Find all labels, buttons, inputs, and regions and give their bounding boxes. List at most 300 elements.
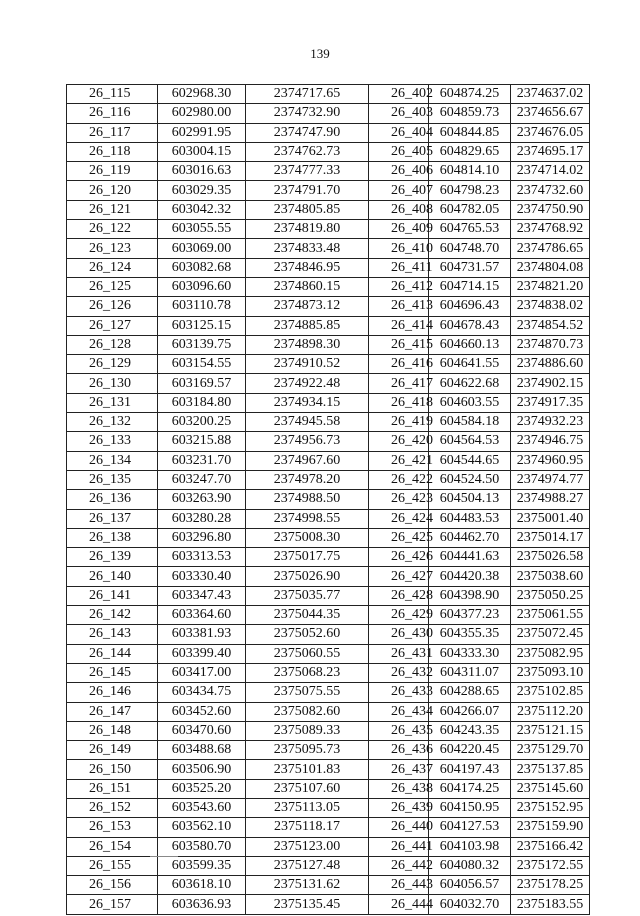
point-id-right-cell: 26_444 — [369, 895, 429, 914]
table-row — [67, 644, 590, 663]
y-right-cell: 2375072.45 — [511, 625, 590, 644]
table-row — [67, 721, 590, 740]
point-id-left-cell: 26_145 — [67, 663, 158, 682]
y-right-cell: 2374821.20 — [511, 277, 590, 296]
y-left-cell: 2374945.58 — [246, 413, 369, 432]
x-right-cell: 604748.70 — [429, 239, 511, 258]
y-left-cell: 2375089.33 — [246, 721, 369, 740]
point-id-right-cell: 26_433 — [369, 683, 429, 702]
x-right-cell: 604483.53 — [429, 509, 511, 528]
x-left-cell: 603330.40 — [158, 567, 246, 586]
y-right-cell: 2374838.02 — [511, 297, 590, 316]
x-left-cell: 603169.57 — [158, 374, 246, 393]
point-id-right-cell: 26_423 — [369, 490, 429, 509]
y-right-cell: 2375183.55 — [511, 895, 590, 914]
y-left-cell: 2375131.62 — [246, 876, 369, 895]
x-left-cell: 603452.60 — [158, 702, 246, 721]
point-id-left-cell: 26_140 — [67, 567, 158, 586]
y-right-cell: 2374750.90 — [511, 200, 590, 219]
x-right-cell: 604544.65 — [429, 451, 511, 470]
x-right-cell: 604660.13 — [429, 335, 511, 354]
x-right-cell: 604080.32 — [429, 856, 511, 875]
table-row — [67, 85, 590, 104]
x-right-cell: 604714.15 — [429, 277, 511, 296]
y-left-cell: 2375107.60 — [246, 779, 369, 798]
table-row — [67, 335, 590, 354]
point-id-right-cell: 26_405 — [369, 142, 429, 161]
y-right-cell: 2375061.55 — [511, 606, 590, 625]
point-id-left-cell: 26_127 — [67, 316, 158, 335]
x-right-cell: 604678.43 — [429, 316, 511, 335]
x-right-cell: 604103.98 — [429, 837, 511, 856]
point-id-left-cell: 26_123 — [67, 239, 158, 258]
table-row — [67, 470, 590, 489]
y-right-cell: 2374804.08 — [511, 258, 590, 277]
point-id-left-cell: 26_126 — [67, 297, 158, 316]
x-right-cell: 604266.07 — [429, 702, 511, 721]
x-left-cell: 603296.80 — [158, 528, 246, 547]
y-right-cell: 2374695.17 — [511, 142, 590, 161]
point-id-right-cell: 26_407 — [369, 181, 429, 200]
x-right-cell: 604641.55 — [429, 355, 511, 374]
point-id-left-cell: 26_150 — [67, 760, 158, 779]
y-left-cell: 2374762.73 — [246, 142, 369, 161]
point-id-right-cell: 26_438 — [369, 779, 429, 798]
point-id-right-cell: 26_402 — [369, 85, 429, 104]
x-left-cell: 603200.25 — [158, 413, 246, 432]
y-left-cell: 2374967.60 — [246, 451, 369, 470]
point-id-left-cell: 26_132 — [67, 413, 158, 432]
table-row — [67, 374, 590, 393]
point-id-left-cell: 26_136 — [67, 490, 158, 509]
x-left-cell: 602991.95 — [158, 123, 246, 142]
point-id-right-cell: 26_443 — [369, 876, 429, 895]
x-right-cell: 604603.55 — [429, 393, 511, 412]
point-id-left-cell: 26_133 — [67, 432, 158, 451]
y-left-cell: 2375068.23 — [246, 663, 369, 682]
y-right-cell: 2375137.85 — [511, 760, 590, 779]
point-id-right-cell: 26_414 — [369, 316, 429, 335]
x-left-cell: 603313.53 — [158, 548, 246, 567]
point-id-right-cell: 26_440 — [369, 818, 429, 837]
coordinate-table-body — [67, 85, 590, 915]
x-left-cell: 603543.60 — [158, 798, 246, 817]
x-left-cell: 603125.15 — [158, 316, 246, 335]
x-left-cell: 603082.68 — [158, 258, 246, 277]
y-left-cell: 2375008.30 — [246, 528, 369, 547]
point-id-right-cell: 26_409 — [369, 220, 429, 239]
x-left-cell: 603434.75 — [158, 683, 246, 702]
table-row — [67, 142, 590, 161]
y-right-cell: 2375001.40 — [511, 509, 590, 528]
y-left-cell: 2374860.15 — [246, 277, 369, 296]
point-id-left-cell: 26_119 — [67, 162, 158, 181]
table-row — [67, 451, 590, 470]
y-right-cell: 2374676.05 — [511, 123, 590, 142]
point-id-right-cell: 26_434 — [369, 702, 429, 721]
point-id-right-cell: 26_403 — [369, 104, 429, 123]
point-id-left-cell: 26_129 — [67, 355, 158, 374]
x-left-cell: 603069.00 — [158, 239, 246, 258]
table-row — [67, 297, 590, 316]
x-left-cell: 603184.80 — [158, 393, 246, 412]
x-left-cell: 603042.32 — [158, 200, 246, 219]
x-left-cell: 603562.10 — [158, 818, 246, 837]
y-left-cell: 2375044.35 — [246, 606, 369, 625]
y-left-cell: 2375026.90 — [246, 567, 369, 586]
y-right-cell: 2374902.15 — [511, 374, 590, 393]
table-row — [67, 876, 590, 895]
y-left-cell: 2375017.75 — [246, 548, 369, 567]
y-right-cell: 2375050.25 — [511, 586, 590, 605]
y-right-cell: 2375026.58 — [511, 548, 590, 567]
y-right-cell: 2375014.17 — [511, 528, 590, 547]
x-right-cell: 604874.25 — [429, 85, 511, 104]
x-left-cell: 603231.70 — [158, 451, 246, 470]
point-id-left-cell: 26_118 — [67, 142, 158, 161]
table-row — [67, 316, 590, 335]
y-left-cell: 2374998.55 — [246, 509, 369, 528]
y-left-cell: 2375127.48 — [246, 856, 369, 875]
point-id-left-cell: 26_130 — [67, 374, 158, 393]
x-left-cell: 603417.00 — [158, 663, 246, 682]
x-right-cell: 604829.65 — [429, 142, 511, 161]
point-id-left-cell: 26_115 — [67, 85, 158, 104]
y-left-cell: 2375060.55 — [246, 644, 369, 663]
x-right-cell: 604462.70 — [429, 528, 511, 547]
table-row — [67, 683, 590, 702]
y-right-cell: 2375102.85 — [511, 683, 590, 702]
x-left-cell: 603381.93 — [158, 625, 246, 644]
table-row — [67, 123, 590, 142]
point-id-left-cell: 26_141 — [67, 586, 158, 605]
point-id-left-cell: 26_152 — [67, 798, 158, 817]
x-left-cell: 603263.90 — [158, 490, 246, 509]
x-right-cell: 604441.63 — [429, 548, 511, 567]
x-right-cell: 604220.45 — [429, 741, 511, 760]
x-right-cell: 604622.68 — [429, 374, 511, 393]
point-id-left-cell: 26_148 — [67, 721, 158, 740]
x-right-cell: 604814.10 — [429, 162, 511, 181]
x-left-cell: 603399.40 — [158, 644, 246, 663]
y-right-cell: 2374768.92 — [511, 220, 590, 239]
point-id-left-cell: 26_151 — [67, 779, 158, 798]
point-id-left-cell: 26_153 — [67, 818, 158, 837]
x-left-cell: 603247.70 — [158, 470, 246, 489]
x-right-cell: 604524.50 — [429, 470, 511, 489]
y-left-cell: 2374934.15 — [246, 393, 369, 412]
x-left-cell: 603139.75 — [158, 335, 246, 354]
y-left-cell: 2374819.80 — [246, 220, 369, 239]
point-id-right-cell: 26_410 — [369, 239, 429, 258]
point-id-left-cell: 26_116 — [67, 104, 158, 123]
page-number: 139 — [310, 46, 330, 61]
x-right-cell: 604765.53 — [429, 220, 511, 239]
point-id-left-cell: 26_125 — [67, 277, 158, 296]
y-left-cell: 2374777.33 — [246, 162, 369, 181]
x-left-cell: 603364.60 — [158, 606, 246, 625]
y-left-cell: 2375082.60 — [246, 702, 369, 721]
point-id-right-cell: 26_429 — [369, 606, 429, 625]
table-row — [67, 258, 590, 277]
point-id-left-cell: 26_124 — [67, 258, 158, 277]
point-id-left-cell: 26_154 — [67, 837, 158, 856]
point-id-right-cell: 26_437 — [369, 760, 429, 779]
x-left-cell: 603055.55 — [158, 220, 246, 239]
x-left-cell: 603506.90 — [158, 760, 246, 779]
y-right-cell: 2374637.02 — [511, 85, 590, 104]
table-row — [67, 837, 590, 856]
point-id-left-cell: 26_117 — [67, 123, 158, 142]
table-row — [67, 528, 590, 547]
y-left-cell: 2375135.45 — [246, 895, 369, 914]
y-right-cell: 2374946.75 — [511, 432, 590, 451]
table-row — [67, 856, 590, 875]
y-left-cell: 2374833.48 — [246, 239, 369, 258]
y-left-cell: 2374747.90 — [246, 123, 369, 142]
point-id-right-cell: 26_408 — [369, 200, 429, 219]
x-left-cell: 603488.68 — [158, 741, 246, 760]
y-right-cell: 2374714.02 — [511, 162, 590, 181]
y-left-cell: 2374805.85 — [246, 200, 369, 219]
point-id-right-cell: 26_422 — [369, 470, 429, 489]
x-right-cell: 604355.35 — [429, 625, 511, 644]
table-row — [67, 277, 590, 296]
table-row — [67, 663, 590, 682]
x-right-cell: 604564.53 — [429, 432, 511, 451]
table-row — [67, 239, 590, 258]
point-id-left-cell: 26_131 — [67, 393, 158, 412]
y-left-cell: 2374956.73 — [246, 432, 369, 451]
point-id-left-cell: 26_134 — [67, 451, 158, 470]
y-left-cell: 2375113.05 — [246, 798, 369, 817]
point-id-right-cell: 26_439 — [369, 798, 429, 817]
x-left-cell: 602980.00 — [158, 104, 246, 123]
x-right-cell: 604584.18 — [429, 413, 511, 432]
point-id-left-cell: 26_137 — [67, 509, 158, 528]
y-left-cell: 2374873.12 — [246, 297, 369, 316]
y-right-cell: 2375166.42 — [511, 837, 590, 856]
point-id-right-cell: 26_406 — [369, 162, 429, 181]
point-id-right-cell: 26_426 — [369, 548, 429, 567]
y-left-cell: 2375052.60 — [246, 625, 369, 644]
table-row — [67, 548, 590, 567]
x-left-cell: 603154.55 — [158, 355, 246, 374]
x-right-cell: 604377.23 — [429, 606, 511, 625]
point-id-right-cell: 26_420 — [369, 432, 429, 451]
point-id-right-cell: 26_417 — [369, 374, 429, 393]
point-id-left-cell: 26_138 — [67, 528, 158, 547]
y-right-cell: 2374960.95 — [511, 451, 590, 470]
x-right-cell: 604398.90 — [429, 586, 511, 605]
y-right-cell: 2375112.20 — [511, 702, 590, 721]
y-right-cell: 2375038.60 — [511, 567, 590, 586]
point-id-right-cell: 26_411 — [369, 258, 429, 277]
table-row — [67, 220, 590, 239]
y-left-cell: 2374846.95 — [246, 258, 369, 277]
y-left-cell: 2375118.17 — [246, 818, 369, 837]
y-right-cell: 2375145.60 — [511, 779, 590, 798]
x-left-cell: 603580.70 — [158, 837, 246, 856]
point-id-left-cell: 26_147 — [67, 702, 158, 721]
y-right-cell: 2374732.60 — [511, 181, 590, 200]
point-id-right-cell: 26_419 — [369, 413, 429, 432]
y-left-cell: 2374732.90 — [246, 104, 369, 123]
x-right-cell: 604844.85 — [429, 123, 511, 142]
y-left-cell: 2374978.20 — [246, 470, 369, 489]
x-right-cell: 604731.57 — [429, 258, 511, 277]
x-left-cell: 603110.78 — [158, 297, 246, 316]
x-right-cell: 604243.35 — [429, 721, 511, 740]
table-row — [67, 509, 590, 528]
y-right-cell: 2374786.65 — [511, 239, 590, 258]
x-left-cell: 603004.15 — [158, 142, 246, 161]
table-row — [67, 798, 590, 817]
point-id-left-cell: 26_157 — [67, 895, 158, 914]
y-left-cell: 2375101.83 — [246, 760, 369, 779]
x-right-cell: 604798.23 — [429, 181, 511, 200]
table-row — [67, 413, 590, 432]
point-id-left-cell: 26_120 — [67, 181, 158, 200]
x-left-cell: 603636.93 — [158, 895, 246, 914]
y-left-cell: 2374898.30 — [246, 335, 369, 354]
y-right-cell: 2375159.90 — [511, 818, 590, 837]
point-id-right-cell: 26_415 — [369, 335, 429, 354]
point-id-right-cell: 26_428 — [369, 586, 429, 605]
table-row — [67, 162, 590, 181]
y-right-cell: 2374886.60 — [511, 355, 590, 374]
point-id-left-cell: 26_149 — [67, 741, 158, 760]
point-id-right-cell: 26_427 — [369, 567, 429, 586]
x-right-cell: 604032.70 — [429, 895, 511, 914]
y-right-cell: 2375172.55 — [511, 856, 590, 875]
y-right-cell: 2375093.10 — [511, 663, 590, 682]
x-right-cell: 604696.43 — [429, 297, 511, 316]
x-right-cell: 604782.05 — [429, 200, 511, 219]
point-id-right-cell: 26_436 — [369, 741, 429, 760]
y-left-cell: 2375123.00 — [246, 837, 369, 856]
point-id-left-cell: 26_128 — [67, 335, 158, 354]
y-right-cell: 2374917.35 — [511, 393, 590, 412]
x-right-cell: 604174.25 — [429, 779, 511, 798]
table-row — [67, 779, 590, 798]
table-row — [67, 586, 590, 605]
table-row — [67, 490, 590, 509]
table-row — [67, 625, 590, 644]
y-right-cell: 2375121.15 — [511, 721, 590, 740]
y-right-cell: 2375178.25 — [511, 876, 590, 895]
table-row — [67, 606, 590, 625]
y-right-cell: 2374854.52 — [511, 316, 590, 335]
table-row — [67, 760, 590, 779]
point-id-right-cell: 26_412 — [369, 277, 429, 296]
point-id-right-cell: 26_432 — [369, 663, 429, 682]
table-row — [67, 567, 590, 586]
x-right-cell: 604197.43 — [429, 760, 511, 779]
table-row — [67, 200, 590, 219]
coordinate-table-container — [66, 84, 589, 915]
x-left-cell: 603599.35 — [158, 856, 246, 875]
point-id-right-cell: 26_424 — [369, 509, 429, 528]
y-left-cell: 2374791.70 — [246, 181, 369, 200]
y-right-cell: 2375152.95 — [511, 798, 590, 817]
x-left-cell: 603470.60 — [158, 721, 246, 740]
table-row — [67, 895, 590, 914]
point-id-left-cell: 26_144 — [67, 644, 158, 663]
table-row — [67, 818, 590, 837]
x-left-cell: 603347.43 — [158, 586, 246, 605]
y-left-cell: 2374988.50 — [246, 490, 369, 509]
x-right-cell: 604859.73 — [429, 104, 511, 123]
y-right-cell: 2375082.95 — [511, 644, 590, 663]
x-left-cell: 603029.35 — [158, 181, 246, 200]
x-right-cell: 604311.07 — [429, 663, 511, 682]
point-id-left-cell: 26_156 — [67, 876, 158, 895]
y-right-cell: 2374870.73 — [511, 335, 590, 354]
x-left-cell: 603525.20 — [158, 779, 246, 798]
point-id-right-cell: 26_418 — [369, 393, 429, 412]
y-left-cell: 2375035.77 — [246, 586, 369, 605]
y-right-cell: 2374656.67 — [511, 104, 590, 123]
table-row — [67, 104, 590, 123]
point-id-right-cell: 26_431 — [369, 644, 429, 663]
coordinate-table — [66, 84, 590, 915]
x-right-cell: 604333.30 — [429, 644, 511, 663]
point-id-left-cell: 26_121 — [67, 200, 158, 219]
x-right-cell: 604420.38 — [429, 567, 511, 586]
table-row — [67, 355, 590, 374]
point-id-left-cell: 26_146 — [67, 683, 158, 702]
table-row — [67, 393, 590, 412]
point-id-left-cell: 26_142 — [67, 606, 158, 625]
y-right-cell: 2374932.23 — [511, 413, 590, 432]
x-left-cell: 603618.10 — [158, 876, 246, 895]
point-id-right-cell: 26_416 — [369, 355, 429, 374]
table-row — [67, 741, 590, 760]
point-id-right-cell: 26_435 — [369, 721, 429, 740]
x-left-cell: 603215.88 — [158, 432, 246, 451]
point-id-right-cell: 26_425 — [369, 528, 429, 547]
point-id-right-cell: 26_421 — [369, 451, 429, 470]
x-right-cell: 604150.95 — [429, 798, 511, 817]
footer-mark — [150, 856, 178, 857]
y-left-cell: 2375095.73 — [246, 741, 369, 760]
y-left-cell: 2375075.55 — [246, 683, 369, 702]
point-id-right-cell: 26_441 — [369, 837, 429, 856]
y-left-cell: 2374885.85 — [246, 316, 369, 335]
x-right-cell: 604504.13 — [429, 490, 511, 509]
x-left-cell: 603016.63 — [158, 162, 246, 181]
point-id-left-cell: 26_122 — [67, 220, 158, 239]
point-id-right-cell: 26_442 — [369, 856, 429, 875]
x-left-cell: 602968.30 — [158, 85, 246, 104]
point-id-left-cell: 26_155 — [67, 856, 158, 875]
table-row — [67, 181, 590, 200]
point-id-left-cell: 26_139 — [67, 548, 158, 567]
point-id-right-cell: 26_430 — [369, 625, 429, 644]
y-left-cell: 2374717.65 — [246, 85, 369, 104]
y-left-cell: 2374922.48 — [246, 374, 369, 393]
y-right-cell: 2374988.27 — [511, 490, 590, 509]
x-right-cell: 604127.53 — [429, 818, 511, 837]
y-left-cell: 2374910.52 — [246, 355, 369, 374]
x-left-cell: 603280.28 — [158, 509, 246, 528]
x-left-cell: 603096.60 — [158, 277, 246, 296]
y-right-cell: 2375129.70 — [511, 741, 590, 760]
y-right-cell: 2374974.77 — [511, 470, 590, 489]
point-id-right-cell: 26_404 — [369, 123, 429, 142]
table-row — [67, 432, 590, 451]
